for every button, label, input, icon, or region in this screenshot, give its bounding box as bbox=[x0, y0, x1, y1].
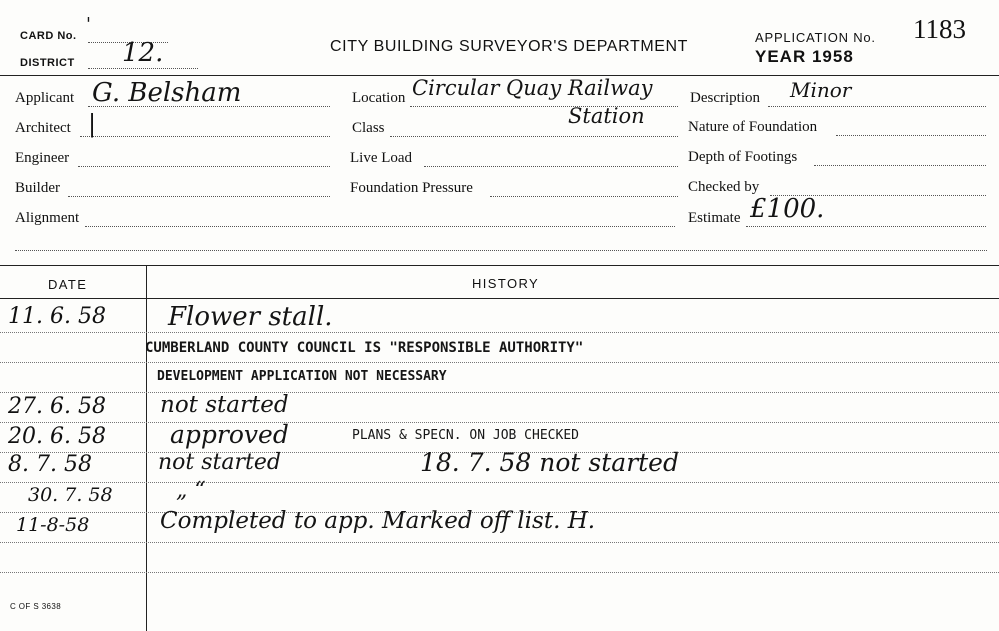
builder-label: Builder bbox=[15, 180, 60, 196]
history-date: 11. 6. 58 bbox=[8, 304, 106, 329]
district-value: 12. bbox=[122, 38, 164, 68]
ruled-line bbox=[0, 482, 999, 483]
description-value: Minor bbox=[790, 78, 852, 102]
location-value-line2: Station bbox=[568, 104, 645, 128]
history-date: 27. 6. 58 bbox=[8, 394, 106, 419]
table-top-rule bbox=[0, 265, 999, 266]
nature-of-foundation-label: Nature of Foundation bbox=[688, 119, 818, 135]
checked-by-label: Checked by bbox=[688, 179, 760, 195]
applicant-label: Applicant bbox=[15, 90, 75, 106]
card-no-label: CARD No. bbox=[20, 30, 77, 42]
location-label: Location bbox=[352, 90, 406, 106]
estimate-value: £100. bbox=[750, 194, 825, 224]
foundation-pressure-line bbox=[490, 196, 678, 197]
alignment-line bbox=[85, 226, 675, 227]
plans-checked-stamp: PLANS & SPECN. ON JOB CHECKED bbox=[352, 428, 579, 443]
architect-mark: | bbox=[88, 110, 97, 138]
applicant-value: G. Belsham bbox=[92, 78, 242, 108]
architect-label: Architect bbox=[15, 120, 71, 136]
application-no-label: APPLICATION No. bbox=[755, 30, 876, 45]
date-column-header: DATE bbox=[48, 277, 88, 292]
history-entry-second: 18. 7. 58 not started bbox=[420, 448, 679, 477]
ruled-line bbox=[0, 332, 999, 333]
history-entry: Flower stall. bbox=[168, 302, 333, 332]
estimate-line bbox=[746, 226, 986, 227]
department-title: CITY BUILDING SURVEYOR'S DEPARTMENT bbox=[330, 38, 689, 55]
class-label: Class bbox=[352, 120, 385, 136]
foundation-pressure-label: Foundation Pressure bbox=[350, 180, 473, 196]
history-entry: not started bbox=[160, 392, 289, 418]
description-line bbox=[768, 106, 986, 107]
card-no-value: ' bbox=[86, 14, 91, 35]
fields-bottom-line bbox=[15, 250, 987, 251]
council-stamp: CUMBERLAND COUNTY COUNCIL IS "RESPONSIBLE AUTHORITY" bbox=[145, 340, 584, 356]
history-date: 30. 7. 58 bbox=[28, 484, 113, 506]
development-stamp: DEVELOPMENT APPLICATION NOT NECESSARY bbox=[157, 369, 447, 384]
engineer-line bbox=[78, 166, 330, 167]
live-load-line bbox=[424, 166, 678, 167]
engineer-label: Engineer bbox=[15, 150, 70, 166]
ruled-line bbox=[0, 392, 999, 393]
date-column-divider bbox=[146, 265, 147, 631]
class-line bbox=[390, 136, 678, 137]
history-date: 20. 6. 58 bbox=[8, 424, 106, 449]
live-load-label: Live Load bbox=[350, 150, 413, 166]
depth-of-footings-line bbox=[814, 165, 986, 166]
ruled-line bbox=[0, 362, 999, 363]
description-label: Description bbox=[690, 90, 760, 106]
history-entry: Completed to app. Marked off list. H. bbox=[160, 508, 596, 534]
history-entry: not started bbox=[158, 450, 281, 475]
district-label: DISTRICT bbox=[20, 57, 75, 69]
ruled-line bbox=[0, 572, 999, 573]
ruled-line bbox=[0, 422, 999, 423]
ditto-marks: „ “ bbox=[176, 478, 206, 503]
estimate-label: Estimate bbox=[688, 210, 741, 226]
nature-of-foundation-line bbox=[836, 135, 986, 136]
history-date: 8. 7. 58 bbox=[8, 452, 92, 477]
history-date: 11-8-58 bbox=[16, 514, 90, 536]
ruled-line bbox=[0, 542, 999, 543]
depth-of-footings-label: Depth of Footings bbox=[688, 149, 798, 165]
architect-line bbox=[80, 136, 330, 137]
location-value-line1: Circular Quay Railway bbox=[412, 76, 653, 100]
history-column-header: HISTORY bbox=[472, 276, 540, 291]
application-number: 1183 bbox=[913, 14, 966, 44]
alignment-label: Alignment bbox=[15, 210, 80, 226]
table-header-rule bbox=[0, 298, 999, 299]
district-line bbox=[88, 68, 198, 69]
form-code: C OF S 3638 bbox=[10, 602, 62, 611]
year-label: YEAR 1958 bbox=[755, 47, 854, 66]
history-entry: approved bbox=[170, 420, 289, 449]
builder-line bbox=[68, 196, 330, 197]
